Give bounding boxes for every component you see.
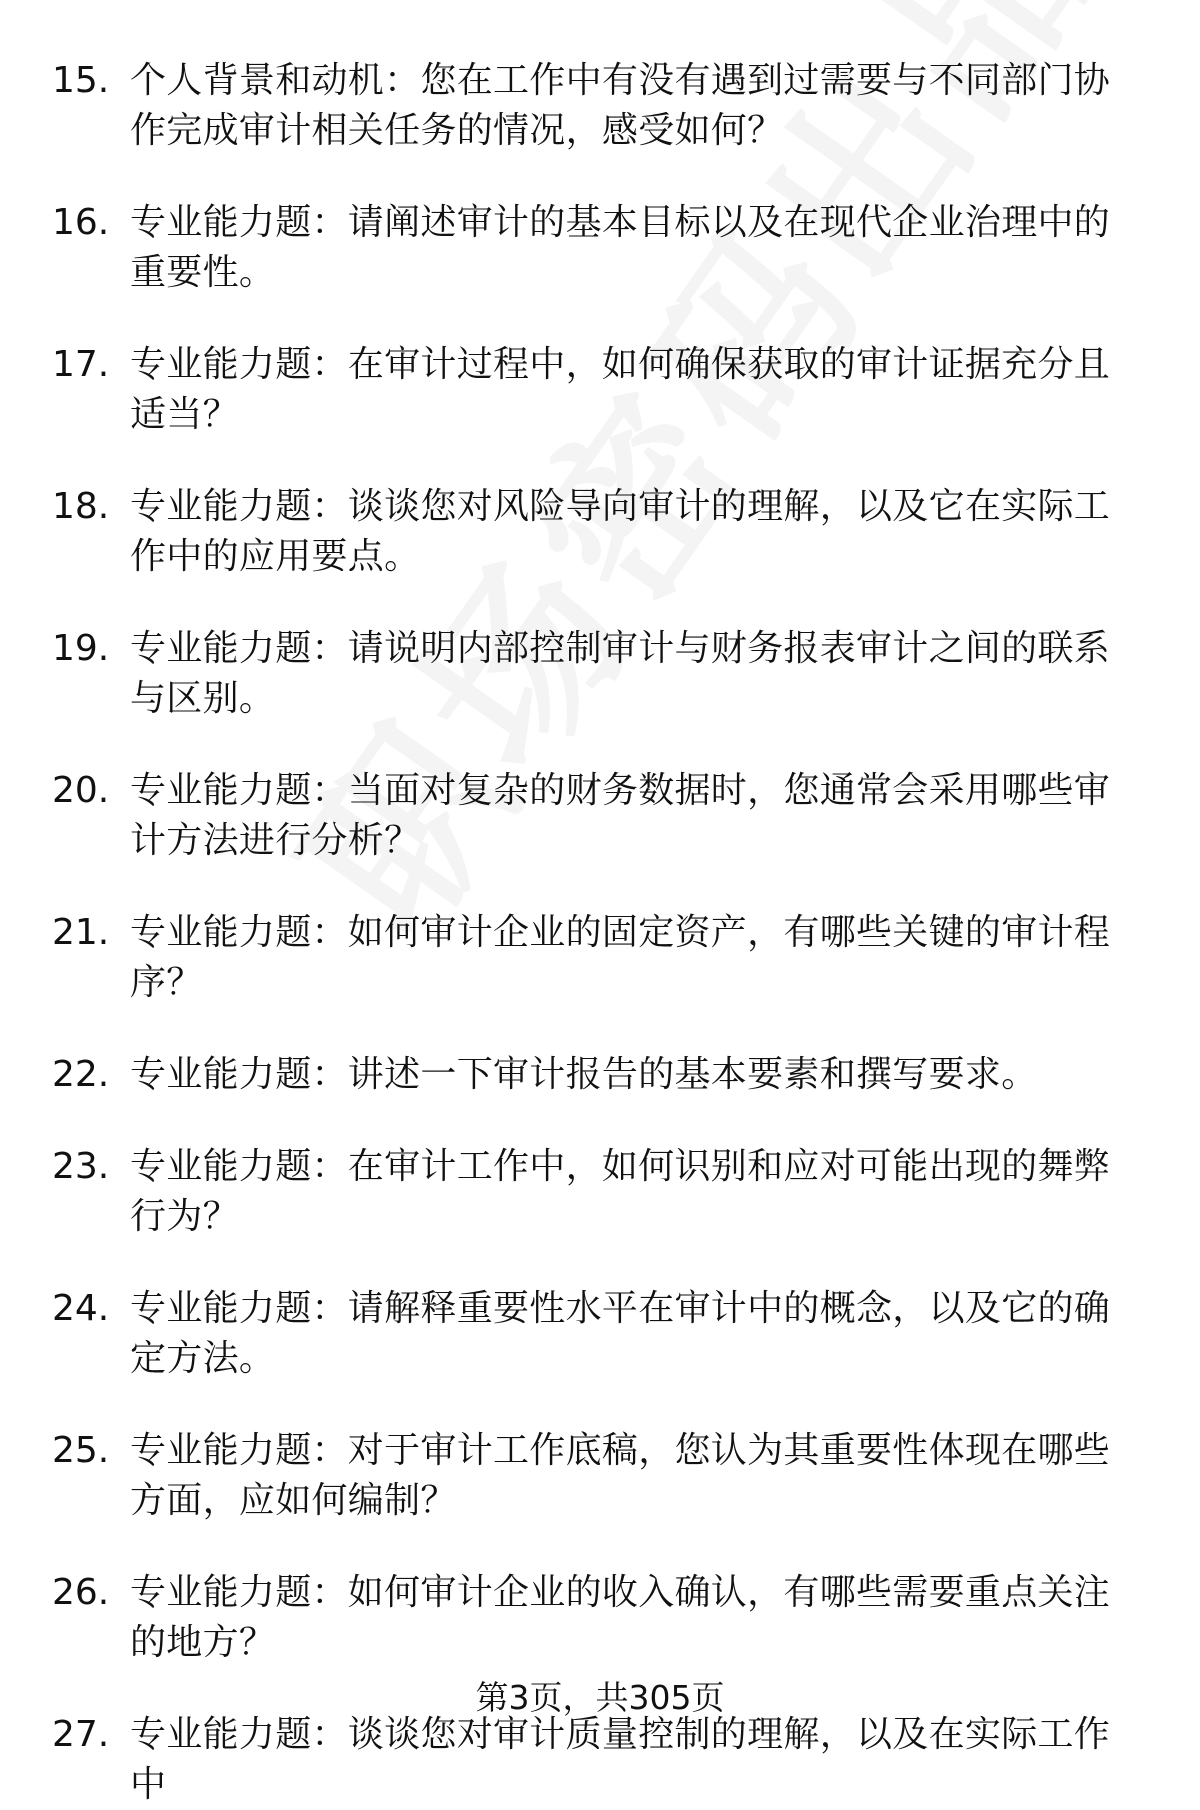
question-text: 专业能力题：如何审计企业的固定资产，有哪些关键的审计程序？	[130, 912, 1111, 1003]
question-number: 16.	[52, 202, 110, 243]
question-text: 专业能力题：请解释重要性水平在审计中的概念，以及它的确定方法。	[130, 1288, 1111, 1379]
question-number: 17.	[52, 344, 110, 385]
question-number: 22.	[52, 1054, 110, 1095]
question-item	[52, 1426, 1152, 1526]
question-number: 18.	[52, 486, 110, 527]
question-number: 27.	[52, 1714, 110, 1755]
question-item	[52, 1568, 1152, 1668]
question-text: 专业能力题：在审计过程中，如何确保获取的审计证据充分且适当？	[130, 344, 1111, 435]
question-text: 专业能力题：在审计工作中，如何识别和应对可能出现的舞弊行为？	[130, 1146, 1111, 1237]
question-number: 26.	[52, 1572, 110, 1613]
question-text: 专业能力题：讲述一下审计报告的基本要素和撰写要求。	[130, 1054, 1038, 1095]
question-item	[52, 198, 1152, 298]
question-item	[52, 766, 1152, 866]
question-text: 专业能力题：请说明内部控制审计与财务报表审计之间的联系与区别。	[130, 628, 1111, 719]
question-text: 专业能力题：谈谈您对审计质量控制的理解，以及在实际工作中	[130, 1714, 1111, 1805]
question-text: 专业能力题：谈谈您对风险导向审计的理解，以及它在实际工作中的应用要点。	[130, 486, 1111, 577]
question-text: 专业能力题：当面对复杂的财务数据时，您通常会采用哪些审计方法进行分析？	[130, 770, 1111, 861]
question-text: 专业能力题：如何审计企业的收入确认，有哪些需要重点关注的地方？	[130, 1572, 1111, 1663]
question-number: 20.	[52, 770, 110, 811]
question-text: 个人背景和动机：您在工作中有没有遇到过需要与不同部门协作完成审计相关任务的情况，感受如何？	[130, 60, 1111, 151]
question-item	[52, 340, 1152, 440]
question-list	[52, 56, 1152, 1805]
question-number: 24.	[52, 1288, 110, 1329]
question-text: 专业能力题：对于审计工作底稿，您认为其重要性体现在哪些方面，应如何编制？	[130, 1430, 1111, 1521]
question-number: 19.	[52, 628, 110, 669]
question-item	[52, 56, 1152, 156]
question-item	[52, 1284, 1152, 1384]
question-number: 21.	[52, 912, 110, 953]
question-item	[52, 1142, 1152, 1242]
question-item	[52, 908, 1152, 1008]
question-item	[52, 482, 1152, 582]
question-item	[52, 1050, 1152, 1100]
question-number: 25.	[52, 1430, 110, 1471]
question-number: 15.	[52, 60, 110, 101]
question-number: 23.	[52, 1146, 110, 1187]
page-indicator: 第3页，共305页	[475, 1678, 725, 1717]
question-item	[52, 624, 1152, 724]
question-text: 专业能力题：请阐述审计的基本目标以及在现代企业治理中的重要性。	[130, 202, 1111, 293]
